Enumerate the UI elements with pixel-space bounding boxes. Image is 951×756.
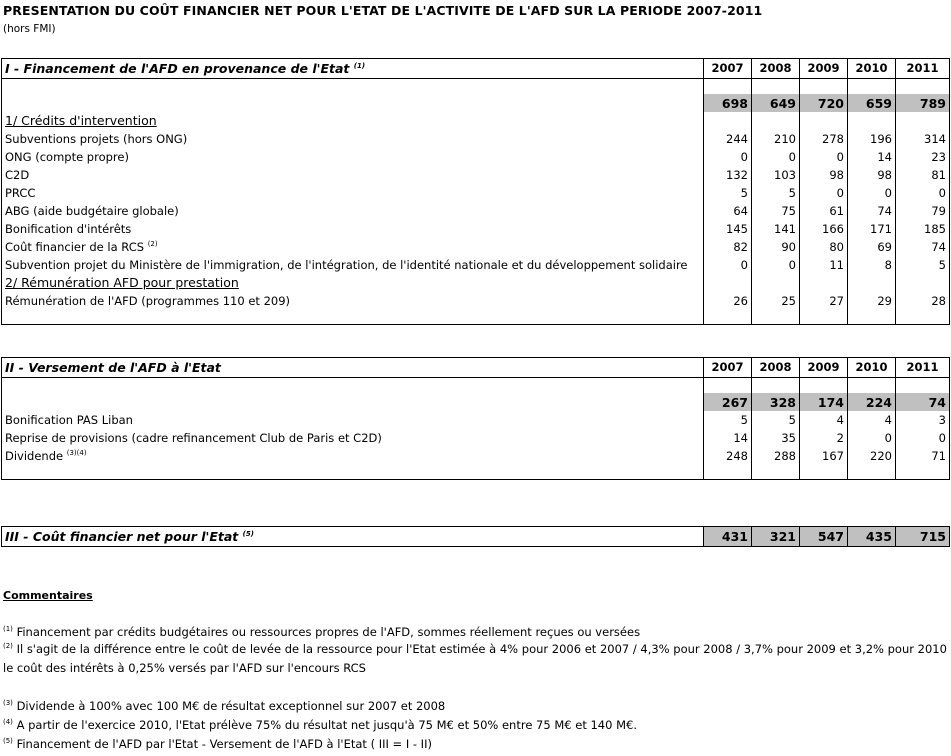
footnote-mark: (4) [3, 718, 13, 727]
comment-text: Financement de l'AFD par l'Etat - Versement de l'AFD à l'Etat ( III = I - II) [16, 737, 432, 751]
total-value: 328 [752, 393, 800, 411]
section3-table [1, 526, 950, 547]
row-value: 98 [800, 166, 848, 184]
row-label [2, 130, 704, 148]
empty-cell [848, 274, 896, 292]
row-value: 23 [896, 148, 950, 166]
section1-table [1, 58, 950, 325]
spacer-cell [800, 465, 848, 480]
row-label-text: Coût financier de la RCS [5, 239, 145, 254]
row-label [2, 148, 704, 166]
row-value: 90 [752, 238, 800, 256]
row-label-text: ONG (compte propre) [5, 149, 129, 164]
year-header: 2011 [896, 358, 950, 378]
row-value: 61 [800, 202, 848, 220]
section-title-text: II - Versement de l'AFD à l'Etat [5, 360, 221, 375]
total-value: 789 [896, 94, 950, 112]
year-header: 2008 [752, 358, 800, 378]
empty-cell [704, 274, 752, 292]
spacer-cell [2, 79, 704, 95]
empty-cell [896, 112, 950, 130]
comment-note [3, 699, 445, 713]
total-value: 698 [704, 94, 752, 112]
row-label-text: Reprise de provisions (cadre refinancement Club de Paris et C2D) [5, 430, 382, 445]
spacer-cell [704, 79, 752, 95]
total-value: 720 [800, 94, 848, 112]
row-label [2, 292, 704, 310]
row-value: 5 [752, 411, 800, 429]
row-value: 81 [896, 166, 950, 184]
footnote-mark: (1) [3, 625, 13, 634]
table-row [2, 238, 950, 256]
row-value: 64 [704, 202, 752, 220]
comment-note [3, 737, 432, 751]
total-row [2, 393, 950, 411]
table-row [2, 447, 950, 465]
spacer-cell [800, 378, 848, 394]
total-value: 649 [752, 94, 800, 112]
row-value: 167 [800, 447, 848, 465]
row-label-text: Subvention projet du Ministère de l'immigration, de l'intégration, de l'identité nationale et du développement solidaire [5, 257, 688, 272]
spacer-cell [752, 310, 800, 325]
spacer-cell [752, 79, 800, 95]
row-value: 248 [704, 447, 752, 465]
total-value: 435 [848, 527, 896, 547]
spacer-cell [752, 378, 800, 394]
subsection-title-text: 1/ Crédits d'intervention [5, 113, 157, 128]
row-value: 5 [752, 184, 800, 202]
row-value: 0 [752, 256, 800, 274]
year-header: 2010 [848, 59, 896, 79]
comment-text: le coût des intérêts à 0,25% versés par l'AFD sur l'encours RCS [3, 661, 366, 675]
total-value: 74 [896, 393, 950, 411]
empty-cell [704, 112, 752, 130]
spacer-cell [2, 465, 704, 480]
section-title [2, 59, 704, 79]
total-value: 224 [848, 393, 896, 411]
comment-text: Il s'agit de la différence entre le coût de levée de la ressource pour l'Etat estimée à 4% pour 2006 et 2007 / 4,3% pour 2008 / 3,7% pour 2009 et 3,2% pour 2010 [16, 642, 947, 656]
section2-header-row [2, 358, 950, 378]
table-row [2, 184, 950, 202]
row-value: 166 [800, 220, 848, 238]
footnote-mark: (3)(4) [66, 448, 87, 457]
row-label [2, 166, 704, 184]
row-value: 35 [752, 429, 800, 447]
spacer-cell [848, 378, 896, 394]
spacer-cell [752, 465, 800, 480]
year-header: 2009 [800, 358, 848, 378]
subsection-title-text: 2/ Rémunération AFD pour prestation [5, 275, 239, 290]
row-label-text: Subventions projets (hors ONG) [5, 131, 188, 146]
spacer-cell [896, 310, 950, 325]
row-label [2, 447, 704, 465]
empty-cell [752, 274, 800, 292]
row-value: 0 [896, 184, 950, 202]
row-label-text: Dividende [5, 448, 64, 463]
row-value: 80 [800, 238, 848, 256]
spacer-cell [848, 79, 896, 95]
row-value: 288 [752, 447, 800, 465]
footnote-mark: (2) [3, 642, 13, 651]
empty-cell [752, 112, 800, 130]
footnote-mark: (2) [147, 239, 158, 248]
row-label-text: Bonification d'intérêts [5, 221, 132, 236]
year-header: 2008 [752, 59, 800, 79]
row-value: 0 [896, 429, 950, 447]
spacer-cell [704, 465, 752, 480]
total-value: 659 [848, 94, 896, 112]
row-value: 196 [848, 130, 896, 148]
row-value: 244 [704, 130, 752, 148]
table-row [2, 429, 950, 447]
row-label-text: ABG (aide budgétaire globale) [5, 203, 179, 218]
row-value: 69 [848, 238, 896, 256]
row-value: 171 [848, 220, 896, 238]
year-header: 2007 [704, 358, 752, 378]
empty-cell [800, 274, 848, 292]
row-value: 71 [896, 447, 950, 465]
spacer-cell [704, 378, 752, 394]
row-value: 185 [896, 220, 950, 238]
row-value: 4 [800, 411, 848, 429]
spacer-cell [896, 378, 950, 394]
row-value: 11 [800, 256, 848, 274]
row-value: 0 [704, 256, 752, 274]
section-title-text: III - Coût financier net pour l'Etat [5, 529, 239, 544]
comment-note [3, 661, 366, 675]
spacer-cell [896, 79, 950, 95]
page-title: PRESENTATION DU COÛT FINANCIER NET POUR L'ETAT DE L'ACTIVITE DE L'AFD SUR LA PERIODE 2007-2011 [3, 3, 763, 18]
row-value: 14 [848, 148, 896, 166]
spacer-cell [800, 79, 848, 95]
comment-text: Dividende à 100% avec 100 M€ de résultat exceptionnel sur 2007 et 2008 [16, 699, 446, 713]
row-value: 28 [896, 292, 950, 310]
table-row [2, 166, 950, 184]
comment-text: A partir de l'exercice 2010, l'Etat prélève 75% du résultat net jusqu'à 75 M€ et 50% entre 75 M€ et 140 M€. [16, 718, 637, 732]
row-value: 8 [848, 256, 896, 274]
row-value: 82 [704, 238, 752, 256]
row-value: 132 [704, 166, 752, 184]
row-value: 27 [800, 292, 848, 310]
row-label-text: C2D [5, 167, 30, 182]
row-value: 103 [752, 166, 800, 184]
row-value: 278 [800, 130, 848, 148]
total-row [2, 94, 950, 112]
spacer-cell [896, 465, 950, 480]
row-value: 79 [896, 202, 950, 220]
section-title [2, 358, 704, 378]
subsection-remuneration [2, 274, 950, 292]
year-header: 2011 [896, 59, 950, 79]
section1-header-row [2, 59, 950, 79]
section-title [2, 527, 704, 547]
spacer-cell [2, 378, 704, 394]
footnote-mark: (1) [353, 61, 366, 70]
comment-note [3, 642, 947, 656]
total-value: 267 [704, 393, 752, 411]
row-value: 98 [848, 166, 896, 184]
table-row [2, 148, 950, 166]
spacer-cell [848, 465, 896, 480]
total-label-cell [2, 393, 704, 411]
empty-cell [848, 112, 896, 130]
row-value: 0 [800, 184, 848, 202]
row-value: 220 [848, 447, 896, 465]
row-label [2, 411, 704, 429]
row-label-text: Rémunération de l'AFD (programmes 110 et 209) [5, 293, 291, 308]
footnote-mark: (5) [242, 529, 254, 538]
row-label [2, 184, 704, 202]
row-value: 0 [800, 148, 848, 166]
footnote-mark: (5) [3, 737, 13, 746]
row-label-text: Bonification PAS Liban [5, 412, 133, 427]
row-value: 141 [752, 220, 800, 238]
row-value: 74 [896, 238, 950, 256]
spacer-row [2, 378, 950, 394]
spacer-row [2, 310, 950, 325]
comments-heading: Commentaires [3, 589, 93, 602]
spacer-cell [2, 310, 704, 325]
row-value: 145 [704, 220, 752, 238]
section2-table [1, 357, 950, 480]
spacer-cell [800, 310, 848, 325]
total-value: 174 [800, 393, 848, 411]
row-label [2, 220, 704, 238]
comment-note [3, 718, 637, 732]
total-value: 321 [752, 527, 800, 547]
row-value: 29 [848, 292, 896, 310]
page-subtitle: (hors FMI) [3, 23, 56, 35]
footnote-mark: (3) [3, 699, 13, 708]
row-value: 3 [896, 411, 950, 429]
row-label [2, 256, 704, 274]
year-header: 2009 [800, 59, 848, 79]
subsection-credits [2, 112, 950, 130]
row-value: 14 [704, 429, 752, 447]
section-title-text: I - Financement de l'AFD en provenance de l'Etat [5, 61, 350, 76]
subsection-title [2, 112, 704, 130]
spacer-cell [848, 310, 896, 325]
row-value: 4 [848, 411, 896, 429]
row-label [2, 238, 704, 256]
spacer-row [2, 79, 950, 95]
table-row [2, 411, 950, 429]
row-label [2, 202, 704, 220]
subsection-title [2, 274, 704, 292]
section3-row [2, 527, 950, 547]
row-value: 0 [848, 429, 896, 447]
row-value: 26 [704, 292, 752, 310]
year-header: 2010 [848, 358, 896, 378]
table-row [2, 130, 950, 148]
row-value: 5 [704, 411, 752, 429]
row-label-text: PRCC [5, 185, 36, 200]
spacer-cell [704, 310, 752, 325]
spacer-row [2, 465, 950, 480]
row-value: 75 [752, 202, 800, 220]
row-value: 5 [704, 184, 752, 202]
row-value: 2 [800, 429, 848, 447]
row-value: 210 [752, 130, 800, 148]
row-value: 25 [752, 292, 800, 310]
total-label-cell [2, 94, 704, 112]
total-value: 547 [800, 527, 848, 547]
table-row [2, 292, 950, 310]
empty-cell [896, 274, 950, 292]
comment-text: Financement par crédits budgétaires ou ressources propres de l'AFD, sommes réellement reçues ou versées [16, 625, 641, 639]
table-row [2, 256, 950, 274]
row-value: 0 [848, 184, 896, 202]
row-value: 5 [896, 256, 950, 274]
row-value: 74 [848, 202, 896, 220]
row-label [2, 429, 704, 447]
year-header: 2007 [704, 59, 752, 79]
total-value: 431 [704, 527, 752, 547]
table-row [2, 220, 950, 238]
row-value: 0 [752, 148, 800, 166]
empty-cell [800, 112, 848, 130]
comment-note [3, 625, 640, 639]
total-value: 715 [896, 527, 950, 547]
table-row [2, 202, 950, 220]
row-value: 314 [896, 130, 950, 148]
row-value: 0 [704, 148, 752, 166]
